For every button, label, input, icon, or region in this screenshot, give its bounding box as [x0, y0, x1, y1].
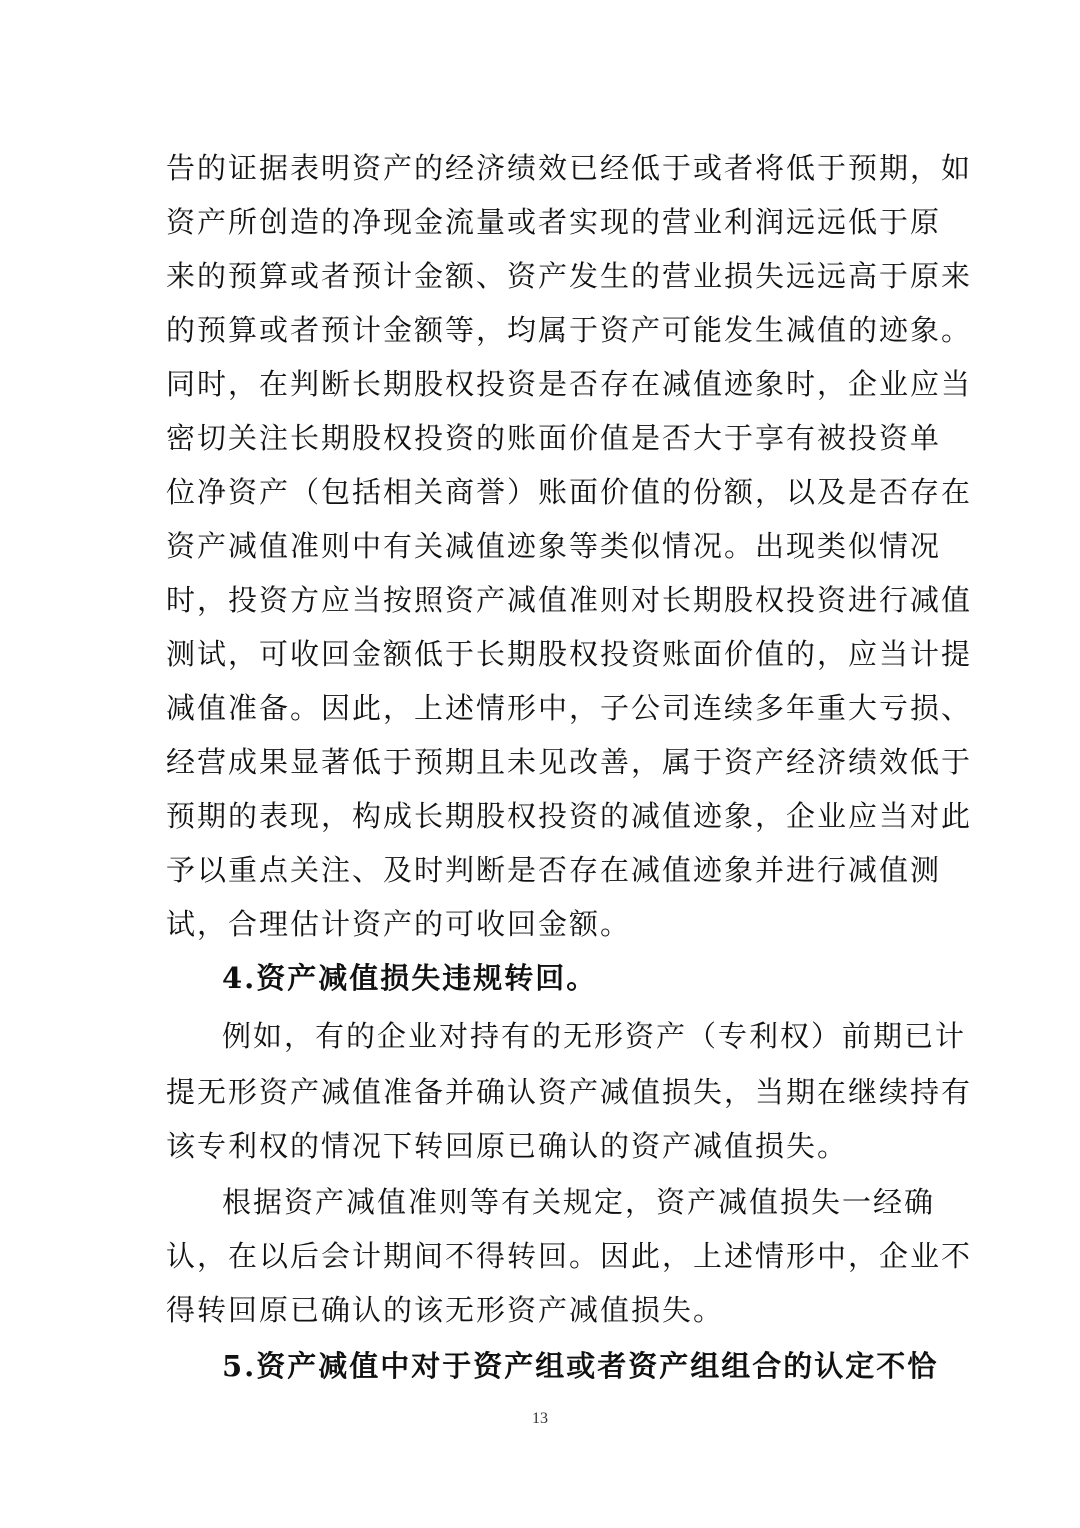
- body-text-line: 根据资产减值准则等有关规定，资产减值损失一经确: [222, 1185, 936, 1219]
- body-text-line: 来的预算或者预计金额、资产发生的营业损失远远高于原来: [166, 259, 973, 293]
- body-text-line: 资产减值准则中有关减值迹象等类似情况。出现类似情况: [166, 529, 942, 563]
- body-text-line: 资产所创造的净现金流量或者实现的营业利润远远低于原: [166, 205, 942, 239]
- body-text-line: 同时，在判断长期股权投资是否存在减值迹象时，企业应当: [166, 367, 973, 401]
- body-text-line: 例如，有的企业对持有的无形资产（专利权）前期已计: [222, 1019, 967, 1053]
- page-number: 13: [532, 1410, 548, 1427]
- section-heading: 4.资产减值损失违规转回。: [222, 961, 598, 995]
- body-text-line: 告的证据表明资产的经济绩效已经低于或者将低于预期，如: [166, 151, 973, 185]
- body-text-line: 的预算或者预计金额等，均属于资产可能发生减值的迹象。: [166, 313, 973, 347]
- body-text-line: 认，在以后会计期间不得转回。因此，上述情形中，企业不: [166, 1239, 973, 1273]
- body-text-line: 时，投资方应当按照资产减值准则对长期股权投资进行减值: [166, 583, 973, 617]
- body-text-line: 得转回原已确认的该无形资产减值损失。: [166, 1293, 725, 1327]
- body-text-line: 预期的表现，构成长期股权投资的减值迹象，企业应当对此: [166, 799, 973, 833]
- body-text-line: 位净资产（包括相关商誉）账面价值的份额，以及是否存在: [166, 475, 973, 509]
- section-heading: 5.资产减值中对于资产组或者资产组组合的认定不恰: [222, 1349, 939, 1383]
- body-text-line: 该专利权的情况下转回原已确认的资产减值损失。: [166, 1129, 849, 1163]
- body-text-line: 经营成果显著低于预期且未见改善，属于资产经济绩效低于: [166, 745, 973, 779]
- body-text-line: 密切关注长期股权投资的账面价值是否大于享有被投资单: [166, 421, 942, 455]
- body-text-line: 提无形资产减值准备并确认资产减值损失，当期在继续持有: [166, 1075, 973, 1109]
- body-text-line: 测试，可收回金额低于长期股权投资账面价值的，应当计提: [166, 637, 973, 671]
- body-text-line: 试，合理估计资产的可收回金额。: [166, 907, 632, 941]
- body-text-line: 减值准备。因此，上述情形中，子公司连续多年重大亏损、: [166, 691, 973, 725]
- body-text-line: 予以重点关注、及时判断是否存在减值迹象并进行减值测: [166, 853, 942, 887]
